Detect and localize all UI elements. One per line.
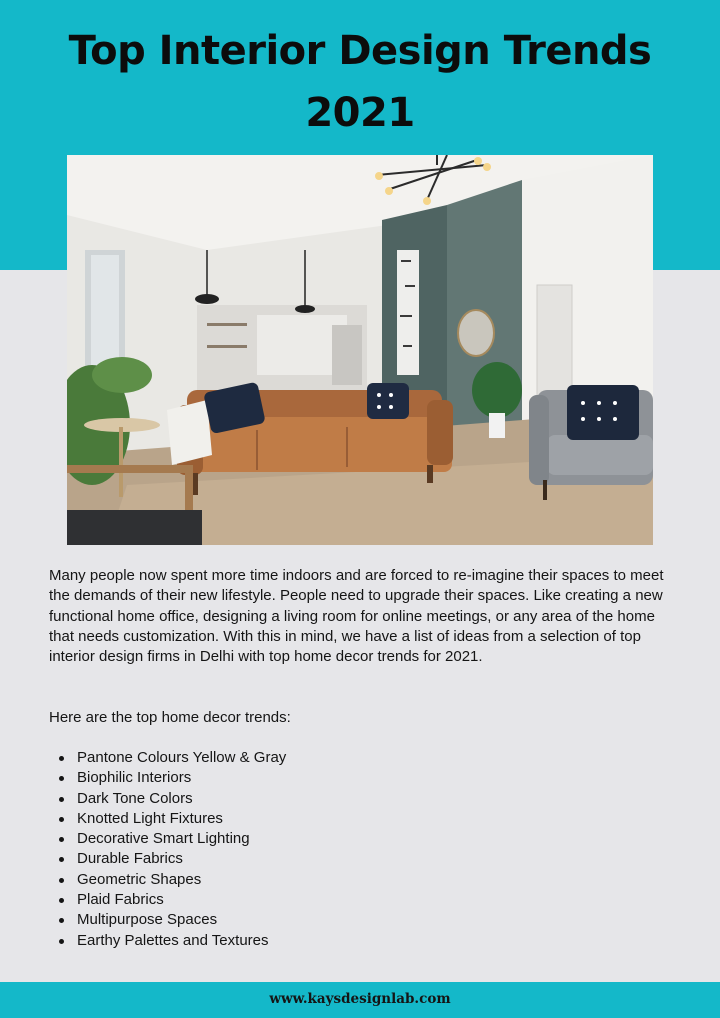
bullet-icon bbox=[59, 939, 64, 944]
title-line-1: Top Interior Design Trends bbox=[68, 28, 652, 74]
footer-band bbox=[0, 982, 720, 1018]
trend-label: Geometric Shapes bbox=[77, 870, 202, 888]
intro-paragraph: Many people now spent more time indoors and are forced to re-imagine their spaces to meet the demands of their new lifestyle. People need to upgrade their spaces. Like creating a new functional home office, designing a living room for online meetings, or any area of the home that needs customization. With this in mind, we have a list of ideas from a selection of top interior design firms in Delhi with top home decor trends for 2021. bbox=[49, 567, 664, 666]
list-item bbox=[49, 870, 286, 890]
bullet-icon bbox=[59, 878, 64, 883]
bullet-icon bbox=[59, 756, 64, 761]
title-line-2: 2021 bbox=[305, 90, 415, 136]
list-item bbox=[49, 829, 286, 849]
page-title bbox=[40, 20, 680, 144]
bullet-icon bbox=[59, 837, 64, 842]
trend-label: Knotted Light Fixtures bbox=[77, 809, 223, 827]
trends-intro: Here are the top home decor trends: bbox=[49, 709, 291, 726]
trend-label: Plaid Fabrics bbox=[77, 891, 164, 909]
bullet-icon bbox=[59, 918, 64, 923]
living-room-photo bbox=[67, 155, 653, 545]
trend-label: Pantone Colours Yellow & Gray bbox=[77, 749, 287, 766]
list-item bbox=[49, 910, 286, 930]
trend-label: Decorative Smart Lighting bbox=[77, 830, 250, 848]
trend-label: Dark Tone Colors bbox=[77, 789, 193, 807]
trend-label: Durable Fabrics bbox=[77, 850, 183, 868]
website-link[interactable]: www.kaysdesignlab.com bbox=[269, 991, 451, 1007]
list-item bbox=[49, 890, 286, 910]
list-item bbox=[49, 748, 286, 768]
trend-label: Multipurpose Spaces bbox=[77, 911, 218, 929]
bullet-icon bbox=[59, 817, 64, 822]
trend-label: Earthy Palettes and Textures bbox=[77, 931, 269, 949]
list-item bbox=[49, 849, 286, 869]
bullet-icon bbox=[59, 797, 64, 802]
trends-list bbox=[49, 748, 286, 951]
trend-label: Biophilic Interiors bbox=[77, 769, 192, 787]
bullet-icon bbox=[59, 898, 64, 903]
list-item bbox=[49, 809, 286, 829]
list-item bbox=[49, 789, 286, 809]
bullet-icon bbox=[59, 776, 64, 781]
list-item bbox=[49, 931, 286, 951]
list-item bbox=[49, 768, 286, 788]
bullet-icon bbox=[59, 857, 64, 862]
